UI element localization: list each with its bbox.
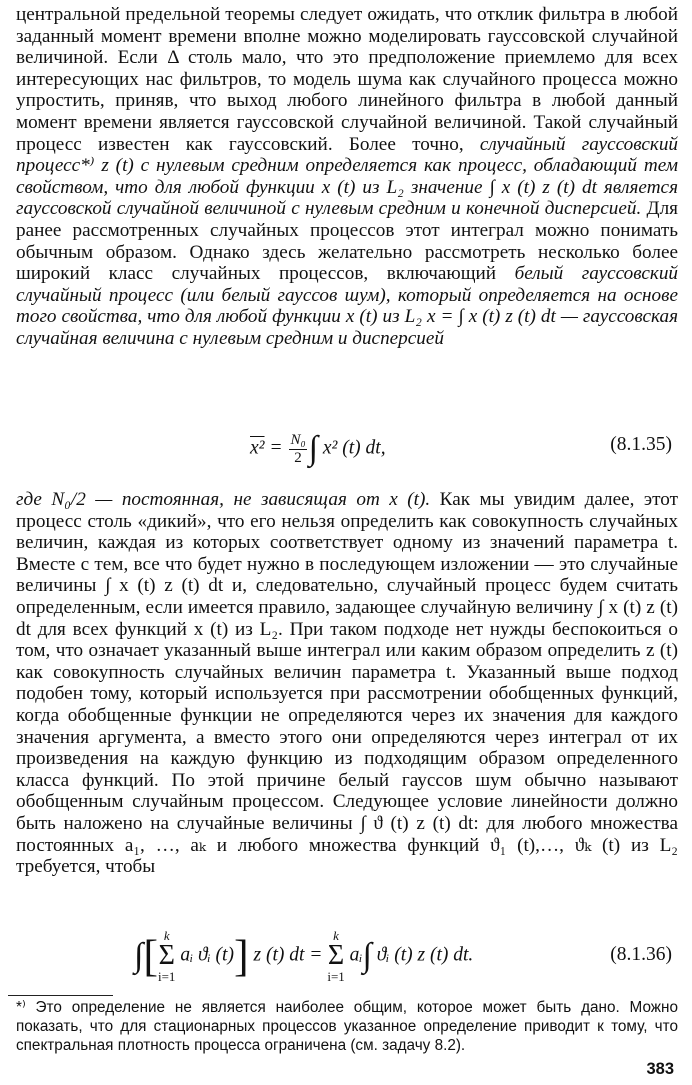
eq2-right-bracket: ] (233, 931, 249, 981)
page-number: 383 (646, 1060, 674, 1078)
eq2-rhs-sum (327, 928, 344, 984)
paragraph-1-text: центральной предельной теоремы следует ожидать, что отклик фильтра в любой заданный момент времени вполне можно моделировать гауссовской случайной величиной. Если Δ столь мало, что это предположение приемлемо для всех интересующих нас фильтров, то модель шума как случайного процесса можно упростить, приняв, что выход любого линейного фильтра в любой данный момент времени является гауссовской случайной величиной. Такой случайный процесс известен как гауссовский. Более точно, (16, 4, 678, 155)
eq2-rhs-sum-top: k (333, 928, 339, 943)
equation-8-1-35 (16, 422, 678, 472)
footnote: *⁾ Это определение не является наиболее общим, которое может быть дано. Можно показать, что для стационарных процессов указанное определение приводит к тому, что спектральная плотность процесса ограничена (см. задачу 8.2). (16, 999, 678, 1054)
eq2-rhs-integral: ∫ (362, 937, 372, 974)
equation-8-1-36-formula (134, 928, 473, 984)
eq2-lhs-term: aᵢ ϑᵢ (t) (180, 944, 234, 966)
eq1-integral-sign: ∫ (308, 430, 318, 467)
equation-number-8-1-35: (8.1.35) (610, 434, 672, 455)
eq2-rhs-sigma: Σ (327, 940, 345, 971)
eq2-lhs-sigma: Σ (158, 940, 175, 971)
definition-gaussian-process: случайный гауссовский процесс*⁾ z (t) с нулевым средним определяется как процесс, обладающий тем свойством, что для любой функции x (t) из L₂ значение ∫ x (t) z (t) dt является гауссовской случайной величиной с нулевым средним и конечной дисперсией. (16, 133, 679, 220)
footnote-divider (8, 995, 113, 996)
eq2-lhs-sum-top: k (163, 928, 170, 943)
paragraph-1-continued: Для ранее рассмотренных случайных процессов этот интеграл можно понимать обычным образом. Однако здесь желательно рассмотреть несколько более широкий класс случайных процессов, включающий (16, 198, 678, 285)
eq1-numerator: N₀ (290, 431, 306, 448)
equation-number-8-1-36: (8.1.36) (610, 944, 672, 965)
eq2-rhs-sum-bottom: i=1 (327, 969, 345, 984)
eq1-lhs: x² (250, 437, 265, 459)
paragraph-definition (16, 4, 678, 350)
eq1-fraction (289, 432, 306, 467)
paragraph-2-italic: где N₀/2 — постоянная, не зависящая от x (t). (16, 489, 431, 510)
eq2-rhs-term: aᵢ (349, 944, 363, 966)
eq2-lhs-sum (158, 928, 175, 984)
eq2-lhs-sum-bottom: i=1 (157, 969, 176, 984)
eq1-equals: = (269, 437, 283, 459)
eq1-rhs: x² (t) dt, (322, 437, 386, 459)
eq2-left-bracket: [ (143, 931, 158, 981)
paragraph-2-text: Как мы увидим далее, этот процесс столь «дикий», что его нельзя определить как совокупность случайных величин, каждая из которых соответствует одному из значений параметра t. Вместе с тем, все что будет нужно в последующем изложении — это случайные величины ∫ x (t) z (t) dt и, следовательно, случайный процесс будем считать определенным, если имеется правило, задающее случайную величину ∫ x (t) z (t) dt для всех функций x (t) из L₂. При таком подходе нет нужды беспокоиться о том, что означает указанный выше интеграл или каким образом определить z (t) как совокупность случайных величин параметра t. Указанный выше подход подобен тому, который используется при рассмотрении обобщенных функций, когда обобщенные функции не определяются через их значения для каждого значения аргумента, а вместо этого они определяются через интеграл от их произведения на каждую функцию из подходящим образом определенного класса функций. По этой причине белый гауссов шум обычно называют обобщенным случайным процессом. Следующее условие линейности должно быть наложено на случайные величины ∫ ϑ (t) z (t) dt: для любого множества постоянных a₁, …, aₖ и любого множества функций ϑ₁ (t),…, ϑₖ (t) из L₂ требуется, чтобы (16, 489, 679, 878)
equation-8-1-35-formula (250, 430, 386, 468)
eq1-denominator: 2 (294, 449, 302, 466)
eq2-rhs-rest: ϑᵢ (t) z (t) dt. (376, 944, 474, 966)
equation-8-1-36 (16, 928, 678, 984)
eq2-lhs-rest: z (t) dt = (253, 944, 323, 966)
eq2-lhs-integral: ∫ (134, 937, 144, 974)
paragraph-generalized-process (16, 489, 678, 878)
definition-white-gaussian-noise: белый гауссовский случайный процесс (или белый гауссов шум), который определяется на основе того свойства, что для любой функции x (t) из L₂ x = ∫ x (t) z (t) dt — гауссовская случайная величина с нулевым средним и дисперсией (16, 263, 679, 349)
